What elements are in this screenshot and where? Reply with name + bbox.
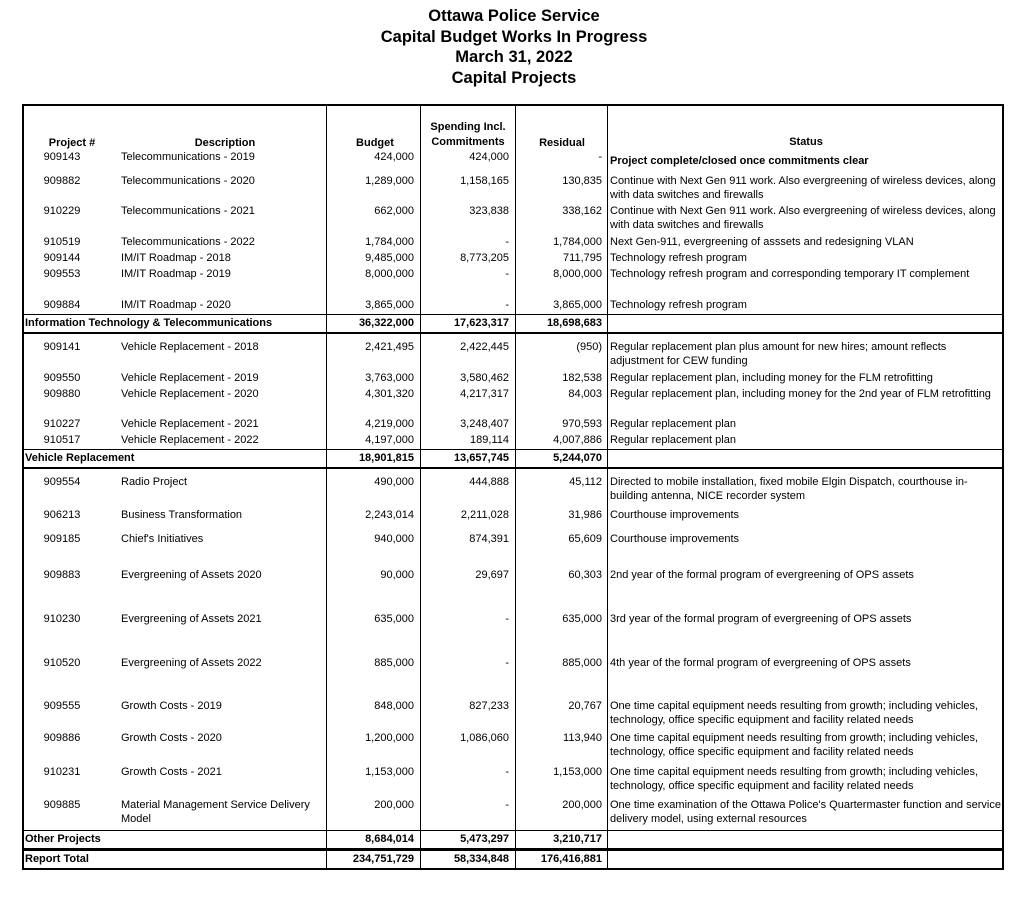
header-description: Description (194, 137, 256, 149)
group-separator (24, 332, 1002, 334)
subtotal-residual: 18,698,683 (546, 317, 602, 329)
subtotal-budget: 36,322,000 (358, 317, 414, 329)
row-project-number: 909141 (43, 341, 81, 353)
row-residual: - (598, 151, 602, 163)
row-spending: 874,391 (469, 533, 509, 545)
row-status: Continue with Next Gen 911 work. Also evergreening of wireless devices, along with data switches and firewalls (610, 175, 996, 201)
row-description: Evergreening of Assets 2020 (121, 569, 262, 581)
column-divider (607, 106, 608, 868)
row-status: Courthouse improvements (610, 509, 740, 521)
row-spending: - (505, 799, 509, 811)
row-description: IM/IT Roadmap - 2019 (121, 268, 231, 280)
row-status: Technology refresh program (610, 252, 747, 264)
row-status: Regular replacement plan, including money for the 2nd year of FLM retrofitting (610, 388, 991, 400)
row-description: Chief's Initiatives (121, 533, 204, 545)
header-project: Project # (48, 137, 96, 149)
row-residual: 84,003 (568, 388, 602, 400)
row-spending: 323,838 (469, 205, 509, 217)
subtotal-residual: 3,210,717 (553, 833, 602, 845)
row-project-number: 909880 (43, 388, 81, 400)
row-residual: 20,767 (568, 700, 602, 712)
row-residual: 200,000 (562, 799, 602, 811)
row-project-number: 910231 (43, 766, 81, 778)
row-description: Telecommunications - 2020 (121, 175, 255, 187)
row-description: Vehicle Replacement - 2021 (121, 418, 259, 430)
total-budget: 234,751,729 (352, 853, 414, 865)
row-residual: 45,112 (569, 476, 602, 488)
row-residual: 65,609 (568, 533, 602, 545)
row-budget: 2,421,495 (365, 341, 414, 353)
row-status: One time capital equipment needs resulting from growth; including vehicles, technology, office specific equipment and facility related needs (610, 700, 979, 726)
row-project-number: 909144 (43, 252, 81, 264)
row-description: Growth Costs - 2020 (121, 732, 222, 744)
organization-title: Ottawa Police Service (428, 7, 600, 25)
row-spending: 1,086,060 (460, 732, 509, 744)
total-separator (24, 850, 1002, 851)
row-project-number: 910229 (43, 205, 81, 217)
subtotal-spending: 5,473,297 (460, 833, 509, 845)
header-spending-line1: Spending Incl. (430, 121, 506, 133)
row-spending: - (505, 236, 509, 248)
budget-table (22, 104, 1004, 870)
subtotal-separator (24, 830, 1002, 831)
row-status: Continue with Next Gen 911 work. Also evergreening of wireless devices, along with data switches and firewalls (610, 205, 996, 231)
row-status: Technology refresh program (610, 299, 747, 311)
row-residual: 970,593 (562, 418, 602, 430)
row-budget: 940,000 (374, 533, 414, 545)
row-description: Evergreening of Assets 2021 (121, 613, 262, 625)
row-description: Business Transformation (121, 509, 243, 521)
row-spending: 2,422,445 (460, 341, 509, 353)
row-residual: 60,303 (568, 569, 602, 581)
row-spending: 827,233 (469, 700, 509, 712)
header-status: Status (789, 136, 823, 148)
row-budget: 90,000 (380, 569, 414, 581)
subtotal-label: Information Technology & Telecommunications (25, 317, 273, 329)
row-status: Regular replacement plan (610, 418, 736, 430)
row-project-number: 909882 (43, 175, 81, 187)
row-status: 2nd year of the formal program of evergreening of OPS assets (610, 569, 914, 581)
row-budget: 490,000 (374, 476, 414, 488)
row-description: IM/IT Roadmap - 2018 (121, 252, 231, 264)
row-description: Growth Costs - 2019 (121, 700, 222, 712)
row-spending: 2,211,028 (460, 509, 509, 521)
row-status: Regular replacement plan (610, 434, 736, 446)
row-budget: 848,000 (374, 700, 414, 712)
row-spending: 3,248,407 (460, 418, 509, 430)
row-description: Vehicle Replacement - 2020 (121, 388, 259, 400)
row-description: Material Management Service Delivery Model (121, 799, 310, 825)
row-residual: 338,162 (562, 205, 602, 217)
report-title: Capital Budget Works In Progress (380, 27, 648, 46)
row-project-number: 909550 (43, 372, 81, 384)
row-project-number: 910517 (43, 434, 81, 446)
row-spending: - (505, 299, 509, 311)
header-budget: Budget (356, 137, 394, 149)
row-budget: 9,485,000 (365, 252, 414, 264)
row-budget: 1,153,000 (365, 766, 414, 778)
row-description: Telecommunications - 2022 (121, 236, 255, 248)
row-budget: 885,000 (374, 657, 414, 669)
row-status: Next Gen-911, evergreening of asssets and redesigning VLAN (610, 236, 914, 248)
row-residual: 885,000 (562, 657, 602, 669)
row-project-number: 910230 (43, 613, 81, 625)
total-residual: 176,416,881 (540, 853, 602, 865)
row-residual: 182,538 (562, 372, 602, 384)
row-residual: 4,007,886 (553, 434, 602, 446)
row-budget: 662,000 (374, 205, 414, 217)
row-status: 3rd year of the formal program of evergreening of OPS assets (610, 613, 912, 625)
row-budget: 2,243,014 (365, 509, 414, 521)
row-project-number: 909143 (43, 151, 81, 163)
row-status: Technology refresh program and corresponding temporary IT complement (610, 268, 970, 280)
row-budget: 3,763,000 (365, 372, 414, 384)
row-project-number: 909553 (43, 268, 81, 280)
row-budget: 1,200,000 (365, 732, 414, 744)
row-status: Regular replacement plan, including money for the FLM retrofitting (610, 372, 933, 384)
report-title-block (0, 6, 1018, 88)
row-spending: 189,114 (470, 434, 509, 446)
row-spending: 29,697 (475, 569, 509, 581)
row-residual: 3,865,000 (553, 299, 602, 311)
row-residual: 1,153,000 (553, 766, 602, 778)
row-project-number: 910227 (43, 418, 81, 430)
row-spending: 4,217,317 (460, 388, 509, 400)
row-description: Vehicle Replacement - 2019 (121, 372, 259, 384)
row-description: IM/IT Roadmap - 2020 (121, 299, 231, 311)
row-residual: 8,000,000 (553, 268, 602, 280)
row-spending: 424,000 (469, 151, 509, 163)
row-description: Radio Project (121, 476, 188, 488)
row-budget: 3,865,000 (365, 299, 414, 311)
row-budget: 8,000,000 (365, 268, 414, 280)
row-spending: - (505, 613, 509, 625)
subtotal-spending: 17,623,317 (453, 317, 509, 329)
row-project-number: 906213 (43, 509, 81, 521)
row-description: Evergreening of Assets 2022 (121, 657, 262, 669)
total-spending: 58,334,848 (453, 853, 509, 865)
row-description: Telecommunications - 2019 (121, 151, 255, 163)
row-project-number: 910519 (43, 236, 81, 248)
row-spending: 444,888 (469, 476, 509, 488)
subtotal-budget: 18,901,815 (358, 452, 414, 464)
subtotal-residual: 5,244,070 (553, 452, 602, 464)
header-residual: Residual (539, 137, 585, 149)
row-budget: 4,301,320 (365, 388, 414, 400)
subtotal-spending: 13,657,745 (453, 452, 509, 464)
row-budget: 1,784,000 (365, 236, 414, 248)
row-spending: 8,773,205 (460, 252, 509, 264)
row-residual: 130,835 (562, 175, 602, 187)
row-status: Courthouse improvements (610, 533, 740, 545)
row-project-number: 909554 (43, 476, 81, 488)
report-date: March 31, 2022 (455, 48, 573, 67)
header-spending-line2: Commitments (431, 136, 505, 148)
row-project-number: 909884 (43, 299, 81, 311)
row-budget: 1,289,000 (365, 175, 414, 187)
row-spending: 3,580,462 (460, 372, 509, 384)
row-budget: 4,197,000 (365, 434, 414, 446)
row-spending: - (505, 657, 509, 669)
row-residual: 113,940 (563, 732, 602, 744)
row-description: Telecommunications - 2021 (121, 205, 255, 217)
subtotal-budget: 8,684,014 (365, 833, 414, 845)
row-status: Directed to mobile installation, fixed mobile Elgin Dispatch, courthouse in-building antenna, NICE recorder system (610, 476, 968, 502)
row-project-number: 909185 (43, 533, 81, 545)
subtotal-label: Vehicle Replacement (25, 452, 135, 464)
subtotal-separator (24, 314, 1002, 315)
row-description: Vehicle Replacement - 2018 (121, 341, 259, 353)
row-spending: - (505, 766, 509, 778)
row-project-number: 909885 (43, 799, 81, 811)
row-budget: 200,000 (374, 799, 414, 811)
group-separator (24, 467, 1002, 469)
row-status: Project complete/closed once commitments clear (610, 155, 869, 167)
row-description: Growth Costs - 2021 (121, 766, 222, 778)
row-residual: (950) (576, 341, 602, 353)
subtotal-label: Other Projects (25, 833, 101, 845)
row-description: Vehicle Replacement - 2022 (121, 434, 259, 446)
report-subtitle: Capital Projects (451, 68, 577, 87)
row-status: One time examination of the Ottawa Police's Quartermaster function and service delivery model, using external resources (610, 799, 1001, 825)
total-label: Report Total (25, 853, 89, 865)
row-status: One time capital equipment needs resulting from growth; including vehicles, technology, office specific equipment and facility related needs (610, 766, 979, 792)
row-spending: 1,158,165 (460, 175, 509, 187)
row-spending: - (505, 268, 509, 280)
row-project-number: 909886 (43, 732, 81, 744)
row-status: Regular replacement plan plus amount for new hires; amount reflects adjustment for CEW funding (610, 341, 947, 367)
row-budget: 424,000 (374, 151, 414, 163)
row-project-number: 909555 (43, 700, 81, 712)
row-residual: 31,986 (568, 509, 602, 521)
row-residual: 635,000 (562, 613, 602, 625)
row-status: One time capital equipment needs resulting from growth; including vehicles, technology, office specific equipment and facility related needs (610, 732, 979, 758)
row-residual: 711,795 (563, 252, 602, 264)
row-budget: 4,219,000 (365, 418, 414, 430)
row-status: 4th year of the formal program of evergreening of OPS assets (610, 657, 911, 669)
row-project-number: 910520 (43, 657, 81, 669)
subtotal-separator (24, 449, 1002, 450)
row-project-number: 909883 (43, 569, 81, 581)
row-residual: 1,784,000 (553, 236, 602, 248)
row-budget: 635,000 (374, 613, 414, 625)
